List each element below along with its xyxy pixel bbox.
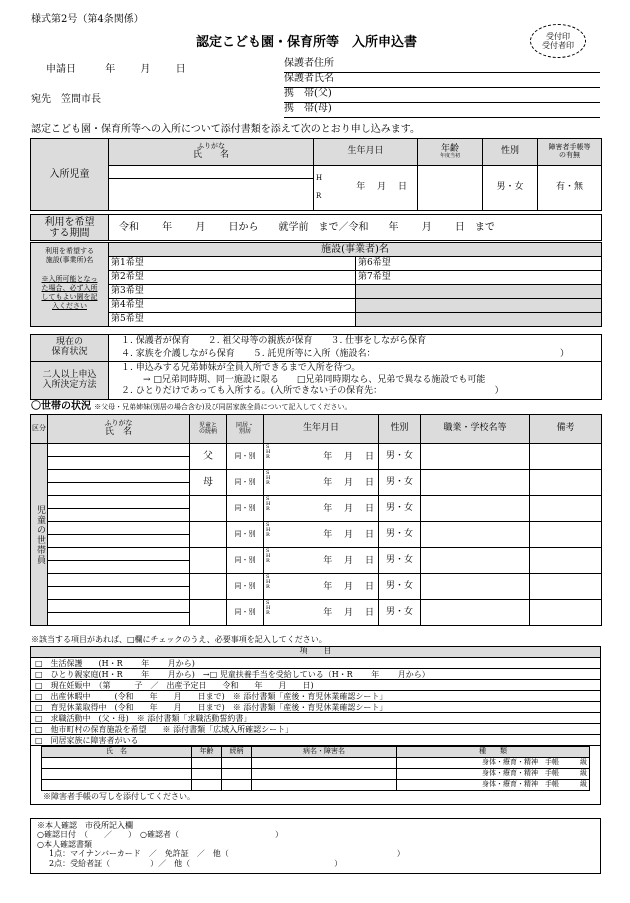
multi-line-3: ２. ひとりだけであっても入所する。(入所できない子の保育先： ）	[121, 386, 504, 397]
hh-name-input[interactable]	[48, 587, 190, 600]
item-checkbox-row[interactable]: □ ひとり親家庭(H・R 年 月から) →□ 児童扶養手当を受給している（H・R 年 月から）	[31, 669, 600, 680]
dt-name-input[interactable]	[42, 758, 192, 769]
child-sex-select[interactable]: 男・女	[483, 166, 538, 211]
multi-label-2: 入所決定方法	[42, 379, 97, 390]
dt-age-header: 年齢	[192, 747, 222, 758]
facility-note-3: してもよい園を記	[41, 293, 98, 302]
hh-era-marks	[266, 445, 270, 460]
hh-dob-ymd: 年 月 日	[323, 477, 374, 488]
hh-dob-input[interactable]	[264, 600, 379, 626]
child-dob-ymd: 年 月 日	[356, 182, 407, 193]
era-h: H	[266, 578, 271, 585]
hh-dob-input[interactable]	[264, 496, 379, 522]
dt-rel-input[interactable]	[222, 758, 252, 769]
form-number: 様式第2号（第4条関係）	[31, 14, 144, 25]
addressee: 宛先 笠間市長	[31, 94, 101, 105]
household-title: 〇世帯の状況	[31, 401, 91, 412]
choice-6[interactable]: 第6希望	[356, 257, 602, 271]
hh-name-input[interactable]	[48, 509, 190, 522]
status-table	[30, 334, 602, 400]
hh-relation[interactable]: 母	[190, 470, 227, 496]
hh-era-marks	[266, 497, 270, 512]
hh-kubun-header: 区分	[31, 415, 48, 444]
multi-label	[31, 362, 109, 400]
hh-sex-select[interactable]: 男・女	[379, 600, 421, 626]
tel-mother-label: 携 帯(母)	[284, 103, 332, 114]
status-label-2: 保育状況	[51, 347, 88, 357]
facility-label-2: 施設(事業所)名	[45, 256, 94, 265]
choice-empty-1	[356, 285, 602, 299]
dt-note: ※障害者手帳の写しを添付してください。	[43, 792, 195, 801]
guardian-name-label: 保護者氏名	[284, 73, 334, 84]
child-name-header	[109, 139, 314, 166]
hh-co-2: 別居	[238, 428, 251, 435]
period-table	[30, 214, 602, 241]
dt-age-input[interactable]	[192, 780, 222, 791]
facility-label	[31, 243, 109, 327]
era-h: H	[266, 474, 271, 481]
hh-note-input[interactable]	[530, 574, 602, 600]
guardian-name[interactable]	[284, 73, 600, 88]
choice-empty-2	[356, 299, 602, 313]
hh-era-marks	[266, 575, 270, 590]
hh-name-input[interactable]	[48, 613, 190, 626]
age-label: 年齢	[440, 143, 459, 154]
dob-header: 生年月日	[314, 139, 418, 166]
items-box	[30, 646, 601, 805]
dt-type-header: 種 類	[397, 747, 590, 758]
era-s: S	[266, 547, 270, 554]
hh-furigana-input[interactable]	[48, 470, 190, 483]
hh-dob-input[interactable]	[264, 548, 379, 574]
disability-header	[538, 139, 602, 166]
hh-job-header: 職業・学校名等	[421, 415, 530, 444]
dt-age-input[interactable]	[192, 769, 222, 780]
hh-job-input[interactable]	[421, 600, 530, 626]
era-r: R	[266, 453, 270, 460]
hh-era-marks	[266, 471, 270, 486]
age-sub-label: 年度当初	[439, 153, 460, 160]
dt-rel-input[interactable]	[222, 769, 252, 780]
hh-note-header: 備考	[530, 415, 602, 444]
choice-4[interactable]: 第4希望	[109, 299, 356, 313]
dt-disease-input[interactable]	[252, 758, 397, 769]
hh-note-input[interactable]	[530, 548, 602, 574]
hh-co-1: 同居・	[235, 422, 254, 429]
multi-options[interactable]	[109, 362, 602, 400]
era-h: H	[266, 448, 271, 455]
office-line-1: ※本人確認 市役所記入欄	[37, 821, 133, 830]
dt-disease-input[interactable]	[252, 769, 397, 780]
status-line-1: １. 保護者が保育 ２. 祖父母等の親族が保育 ３. 仕事をしながら保育	[121, 335, 427, 346]
date-label: 申請日	[46, 64, 76, 75]
hh-relation[interactable]	[190, 522, 227, 548]
disability-label-1: 障害者手帳等	[548, 143, 591, 152]
choice-7[interactable]: 第7希望	[356, 271, 602, 285]
hh-name-input[interactable]	[48, 535, 190, 548]
era-s: S	[266, 573, 270, 580]
era-s: S	[266, 521, 270, 528]
era-h: H	[266, 552, 271, 559]
hh-furigana-label: ふりがな	[104, 419, 133, 428]
choice-5[interactable]: 第5希望	[109, 313, 356, 327]
hh-relation[interactable]: 父	[190, 444, 227, 470]
dt-name-input[interactable]	[42, 780, 192, 791]
dt-type-input[interactable]: 身体・療育・精神 手帳 級	[397, 769, 590, 780]
hh-dob-input[interactable]	[264, 470, 379, 496]
disability-label-2: の有無	[559, 151, 580, 159]
facility-table	[30, 242, 602, 327]
item-checkbox-row[interactable]: □ 求職活動中 (父・母) ※ 添付書類「求職活動誓約書」	[31, 713, 600, 724]
era-r: R	[266, 609, 270, 616]
hh-furigana-input[interactable]	[48, 444, 190, 457]
hh-sex-select[interactable]: 男・女	[379, 574, 421, 600]
intro-text: 認定こども園・保育所等への入所について添付書類を添えて次のとおり申し込みます。	[31, 124, 420, 135]
hh-furigana-input[interactable]	[48, 522, 190, 535]
hh-dob-ymd: 年 月 日	[323, 451, 374, 462]
hh-dob-ymd: 年 月 日	[323, 529, 374, 540]
dt-type-input[interactable]: 身体・療育・精神 手帳 級	[397, 758, 590, 769]
hh-cohab-select[interactable]: 同・別	[227, 444, 264, 470]
hh-cohab-select[interactable]: 同・別	[227, 600, 264, 626]
guardian-block	[284, 58, 600, 118]
status-label	[31, 335, 109, 362]
hh-furigana-input[interactable]	[48, 496, 190, 509]
date-month: 月	[140, 64, 151, 75]
item-checkbox-row[interactable]: □ 出産休暇中 (令和 年 月 日まで) ※ 添付書類「産後・育児休業確認シート」	[31, 691, 600, 702]
item-checkbox-row[interactable]: □ 他市町村の保育施設を希望 ※ 添付書類「広域入所確認シート」	[31, 724, 600, 735]
hh-era-marks	[266, 549, 270, 564]
hh-cohab-header	[227, 415, 264, 444]
era-r: R	[266, 479, 270, 486]
dt-type-input[interactable]: 身体・療育・精神 手帳 級	[397, 780, 590, 791]
era-s: S	[266, 495, 270, 502]
dt-disease-header: 病名・障害名	[252, 747, 397, 758]
hh-dob-header: 生年月日	[264, 415, 379, 444]
hh-era-marks	[266, 601, 270, 616]
hh-furigana-input[interactable]	[48, 574, 190, 587]
hh-cohab-select[interactable]: 同・別	[227, 548, 264, 574]
dt-name-header: 氏 名	[42, 747, 192, 758]
status-label-1: 現在の	[55, 337, 83, 348]
hh-job-input[interactable]	[421, 548, 530, 574]
tel-mother[interactable]	[284, 103, 600, 118]
hh-job-input[interactable]	[421, 470, 530, 496]
hh-job-input[interactable]	[421, 496, 530, 522]
hh-cohab-select[interactable]: 同・別	[227, 574, 264, 600]
hh-job-input[interactable]	[421, 574, 530, 600]
hh-rel-2: の続柄	[198, 428, 217, 435]
child-table	[30, 138, 602, 211]
hh-side-label: 児童の世帯員	[31, 444, 48, 626]
hh-rel-1: 児童と	[198, 422, 217, 429]
hh-note-input[interactable]	[530, 600, 602, 626]
era-s: S	[266, 599, 270, 606]
hh-sex-select[interactable]: 男・女	[379, 444, 421, 470]
date-day: 日	[175, 64, 186, 75]
child-age-input[interactable]	[418, 166, 483, 211]
choice-3[interactable]: 第3希望	[109, 285, 356, 299]
hh-note-input[interactable]	[530, 470, 602, 496]
era-h: H	[266, 500, 271, 507]
hh-name-input[interactable]	[48, 561, 190, 574]
facility-note-2: た場合、必ず入所	[41, 284, 98, 293]
stamp-label-1: 受付印	[546, 32, 570, 41]
era-s: S	[266, 469, 270, 476]
dt-rel-header: 続柄	[222, 747, 252, 758]
hh-dob-ymd: 年 月 日	[323, 555, 374, 566]
office-line-5[interactable]: 2点：受給者証（ ）／ 他（ ）	[49, 858, 343, 868]
multi-label-1: 二人以上申込	[42, 369, 97, 380]
hh-job-input[interactable]	[421, 522, 530, 548]
era-s: S	[266, 443, 270, 450]
item-checkbox-row[interactable]: □ 現在妊娠中 （第 子 ／ 出産予定日 令和 年 月 日)	[31, 680, 600, 691]
hh-note-input[interactable]	[530, 496, 602, 522]
reception-stamp	[530, 24, 586, 58]
choice-1[interactable]: 第1希望	[109, 257, 356, 271]
hh-dob-ymd: 年 月 日	[323, 607, 374, 618]
hh-sex-select[interactable]: 男・女	[379, 470, 421, 496]
application-date[interactable]	[46, 64, 196, 75]
item-checkbox-row[interactable]: □ 同居家族に障害者がいる	[31, 735, 600, 746]
hh-cohab-select[interactable]: 同・別	[227, 496, 264, 522]
hh-name-header	[48, 415, 190, 444]
status-options[interactable]	[109, 335, 602, 362]
item-checkbox-row[interactable]: □ 生活保護 (H・R 年 月から)	[31, 658, 600, 669]
period-label	[31, 215, 109, 241]
period-label-2: する期間	[49, 227, 90, 239]
office-line-4[interactable]: 1点：マイナンバーカード ／ 免許証 ／ 他（ ）	[49, 849, 405, 859]
period-label-1: 利用を希望	[44, 216, 95, 228]
item-checkbox-row[interactable]: □ 育児休業取得中 (令和 年 月 日まで) ※ 添付書類「産後・育児休業確認シート」	[31, 702, 600, 713]
hh-relation[interactable]	[190, 496, 227, 522]
items-header: 項 目	[31, 647, 600, 658]
hh-cohab-select[interactable]: 同・別	[227, 522, 264, 548]
choice-empty-3	[356, 313, 602, 327]
hh-furigana-input[interactable]	[48, 548, 190, 561]
hh-name-label: 氏 名	[104, 426, 132, 437]
sex-header: 性別	[483, 139, 538, 166]
age-header	[418, 139, 483, 166]
household-note: ※父母・兄弟姉妹(別居の場合含む)及び同居家族全員について記入してください。	[94, 403, 352, 411]
name-label: 氏 名	[192, 149, 229, 160]
era-r: R	[266, 531, 270, 538]
furigana-label: ふりがな	[197, 142, 225, 151]
hh-relation[interactable]	[190, 548, 227, 574]
hh-sex-select[interactable]: 男・女	[379, 548, 421, 574]
hh-sex-select[interactable]: 男・女	[379, 496, 421, 522]
hh-relation[interactable]	[190, 600, 227, 626]
era-h: H	[266, 604, 271, 611]
dt-disease-input[interactable]	[252, 780, 397, 791]
hh-dob-ymd: 年 月 日	[323, 503, 374, 514]
hh-sex-header: 性別	[379, 415, 421, 444]
dt-rel-input[interactable]	[222, 780, 252, 791]
multi-line-2: → □兄弟同時期、同一施設に限る □兄弟同時期なら、兄弟で異なる施設でも可能	[143, 374, 486, 385]
dt-age-input[interactable]	[192, 758, 222, 769]
era-r: R	[266, 505, 270, 512]
household-table	[30, 414, 602, 626]
hh-note-input[interactable]	[530, 444, 602, 470]
era-r: R	[316, 191, 322, 200]
child-dob-input[interactable]	[314, 166, 418, 211]
hh-dob-input[interactable]	[264, 574, 379, 600]
guardian-address-label: 保護者住所	[284, 58, 334, 69]
hh-sex-select[interactable]: 男・女	[379, 522, 421, 548]
hh-job-input[interactable]	[421, 444, 530, 470]
era-r: R	[266, 557, 270, 564]
guardian-address[interactable]	[284, 58, 600, 73]
facility-header: 施設(事業者)名	[109, 243, 602, 257]
era-r: R	[266, 583, 270, 590]
hh-furigana-input[interactable]	[48, 600, 190, 613]
facility-label-1: 利用を希望する	[45, 247, 94, 255]
dt-name-input[interactable]	[42, 769, 192, 780]
page-title: 認定こども園・保育所等 入所申込書	[196, 35, 418, 50]
status-line-2: ４. 家族を介護しながら保育 ５. 託児所等に入所（施設名： ）	[121, 348, 569, 359]
items-note: ※該当する項目があれば、□欄にチェックのうえ、必要事項を記入してください。	[31, 635, 327, 644]
hh-dob-input[interactable]	[264, 444, 379, 470]
facility-note-1: ※入所可能となっ	[41, 275, 98, 284]
era-h: H	[316, 174, 323, 183]
hh-dob-input[interactable]	[264, 522, 379, 548]
child-disability-select[interactable]: 有・無	[538, 166, 602, 211]
hh-note-input[interactable]	[530, 522, 602, 548]
multi-line-1: １. 申込みする兄弟姉妹が全員入所できるまで入所を待つ。	[121, 362, 361, 373]
disability-table	[41, 746, 590, 791]
child-furigana-input[interactable]	[109, 166, 314, 179]
household-heading	[31, 401, 611, 412]
hh-relation[interactable]	[190, 574, 227, 600]
hh-rel-header	[190, 415, 227, 444]
hh-name-input[interactable]	[48, 457, 190, 470]
era-h: H	[266, 526, 271, 533]
hh-name-input[interactable]	[48, 483, 190, 496]
tel-father[interactable]	[284, 88, 600, 103]
choice-2[interactable]: 第2希望	[109, 271, 356, 285]
office-line-2[interactable]: ○確認日付 （ ／ ） ○確認者（ ）	[37, 830, 283, 840]
period-input[interactable]: 令和 年 月 日から 就学前 まで／令和 年 月 日 まで	[109, 215, 602, 241]
facility-note-4: 入ください	[52, 302, 87, 311]
tel-father-label: 携 帯(父)	[284, 88, 332, 99]
hh-dob-ymd: 年 月 日	[323, 581, 374, 592]
stamp-label-2: 受付者印	[542, 40, 574, 50]
child-row-label: 入所児童	[31, 139, 109, 211]
office-box	[30, 818, 601, 874]
office-line-3: ○本人確認書類	[37, 839, 92, 849]
hh-era-marks	[266, 523, 270, 538]
child-name-input[interactable]	[109, 179, 314, 211]
date-year: 年	[105, 64, 116, 75]
hh-cohab-select[interactable]: 同・別	[227, 470, 264, 496]
